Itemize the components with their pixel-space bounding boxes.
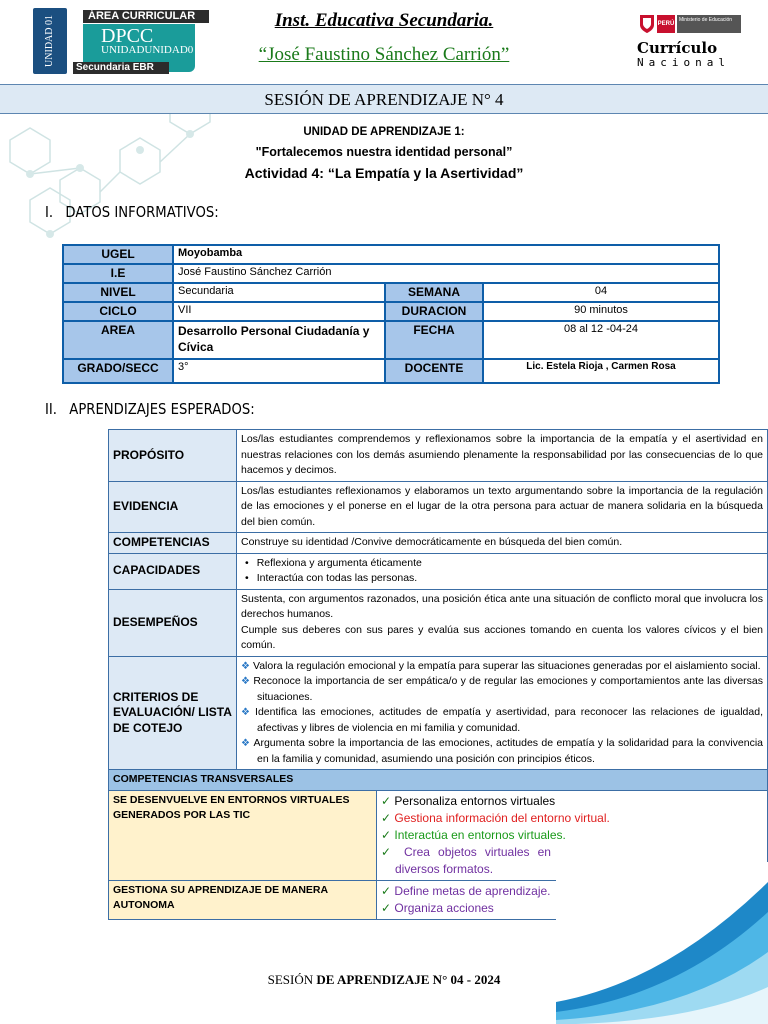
list-item: ✓ Define metas de aprendizaje. xyxy=(381,883,551,898)
evidencia-label: EVIDENCIA xyxy=(109,481,237,533)
section-title: DATOS INFORMATIVOS: xyxy=(65,203,219,221)
desempenos-label: DESEMPEÑOS xyxy=(109,589,237,656)
check-icon: ✓ xyxy=(381,883,392,898)
area-value: Desarrollo Personal Ciudadanía y Cívica xyxy=(173,321,385,359)
section-number: II. xyxy=(45,400,57,418)
nivel-value: Secundaria xyxy=(173,283,385,302)
table-row xyxy=(109,589,768,656)
curriculo-nacional-logo xyxy=(637,14,747,74)
duracion-value: 90 minutos xyxy=(483,302,719,321)
nivel-label: NIVEL xyxy=(63,283,173,302)
ie-value: José Faustino Sánchez Carrión xyxy=(173,264,719,283)
table-row xyxy=(109,533,768,554)
table-row xyxy=(109,770,768,791)
ugel-value: Moyobamba xyxy=(173,245,719,264)
list-item: ❖ Identifica las emociones, actitudes de empatía y asertividad, para reconocer las relaciones de igualdad, afectivas y libres de violencia en mi familia y comunidad. xyxy=(241,706,763,734)
page-footer: SESIÓN DE APRENDIZAJE N° 04 - 2024 xyxy=(267,972,501,987)
list-item: ✓ Crea objetos virtuales en diversos formatos. xyxy=(381,844,551,876)
autonoma-competence-label: GESTIONA SU APRENDIZAJE DE MANERA AUTONOMA xyxy=(109,880,377,919)
unit-number-tab: UNIDAD 01 xyxy=(33,8,67,74)
institution-name: Inst. Educativa Secundaria. xyxy=(274,10,494,31)
table-row xyxy=(109,553,768,589)
check-icon: ✓ xyxy=(381,827,392,842)
ciclo-label: CICLO xyxy=(63,302,173,321)
table-row xyxy=(63,245,719,264)
diamond-bullet-icon: ❖ xyxy=(241,707,253,718)
unidad-subtitle: UNIDADUNIDAD0 xyxy=(101,44,194,56)
list-item: ✓ Gestiona información del entorno virtual. xyxy=(381,810,610,825)
docente-value: Lic. Estela Rioja , Carmen Rosa xyxy=(483,359,719,383)
ministerio-label: Ministerio de Educación xyxy=(677,15,741,33)
table-row xyxy=(63,359,719,383)
section-title: APRENDIZAJES ESPERADOS: xyxy=(69,400,255,418)
table-row xyxy=(63,264,719,283)
ugel-label: UGEL xyxy=(63,245,173,264)
list-item: ✓ Organiza acciones xyxy=(381,900,494,915)
activity-title: Actividad 4: “La Empatía y la Asertividad” xyxy=(244,165,524,181)
criterios-label: CRITERIOS DE EVALUACIÓN/ LISTA DE COTEJO xyxy=(109,656,237,770)
semana-value: 04 xyxy=(483,283,719,302)
competencias-text: Construye su identidad /Convive democráticamente en búsqueda del bien común. xyxy=(237,533,768,554)
peru-shield-icon xyxy=(639,14,655,34)
section-2-heading xyxy=(45,400,255,418)
school-name: “José Faustino Sánchez Carrión” xyxy=(258,44,510,65)
grado-label: GRADO/SECC xyxy=(63,359,173,383)
bullet-icon: • xyxy=(245,556,249,569)
section-1-heading xyxy=(45,203,219,221)
proposito-text: Los/las estudiantes comprendemos y reflexionamos sobre la importancia de la empatía y el asertividad en nuestras relaciones con los demás asumiendo plenamente la responsabilidad por las consecuencias de lo que hacemos y decimos. xyxy=(237,430,768,482)
area-label: ÁREA CURRICULAR xyxy=(83,10,209,23)
desempenos-text: Sustenta, con argumentos razonados, una posición ética ante una situación de conflicto moral que involucra los derechos humanos. Cumple sus deberes con sus pares y evalúa sus acciones tomando en cuenta los valores cívicos y el bien común. xyxy=(237,589,768,656)
table-row xyxy=(63,283,719,302)
capacidades-label: CAPACIDADES xyxy=(109,553,237,589)
list-item: ✓ Interactúa en entornos virtuales. xyxy=(381,827,566,842)
check-icon: ✓ xyxy=(381,900,392,915)
list-item: ❖ Reconoce la importancia de ser empática/o y de regular las emociones y comportamientos ante las diversas situaciones. xyxy=(241,675,764,703)
diamond-bullet-icon: ❖ xyxy=(241,738,251,749)
semana-label: SEMANA xyxy=(385,283,483,302)
diamond-bullet-icon: ❖ xyxy=(241,676,251,687)
dpcc-title: DPCC xyxy=(101,25,154,47)
ciclo-value: VII xyxy=(173,302,385,321)
proposito-label: PROPÓSITO xyxy=(109,430,237,482)
tic-competence-label: SE DESENVUELVE EN ENTORNOS VIRTUALES GENERADOS POR LAS TIC xyxy=(109,790,377,880)
capacidades-list xyxy=(237,553,768,589)
table-row xyxy=(109,481,768,533)
check-icon: ✓ xyxy=(381,793,392,808)
criterios-list xyxy=(237,656,768,770)
list-item: • Reflexiona y argumenta éticamente xyxy=(245,556,422,569)
docente-label: DOCENTE xyxy=(385,359,483,383)
evidencia-text: Los/las estudiantes reflexionamos y elaboramos un texto argumentando sobre la importancia de la regulación de las emociones y el ponerse en el lugar de la otra persona para actuar de manera solidaria en la búsqueda del bien común. xyxy=(237,481,768,533)
bullet-icon: • xyxy=(245,572,249,584)
table-row xyxy=(63,302,719,321)
curriculo-text: Currículo xyxy=(637,39,718,57)
area-label: AREA xyxy=(63,321,173,359)
list-item: ❖ Valora la regulación emocional y la empatía para superar las situaciones generadas por el aislamiento social. xyxy=(241,659,761,672)
session-title: SESIÓN DE APRENDIZAJE N° 4 xyxy=(0,84,768,114)
unidad-heading: UNIDAD DE APRENDIZAJE 1: xyxy=(303,126,465,138)
unidad-name: "Fortalecemos nuestra identidad personal” xyxy=(255,145,513,159)
list-item: ✓ Personaliza entornos virtuales xyxy=(381,793,556,808)
ie-label: I.E xyxy=(63,264,173,283)
diamond-bullet-icon: ❖ xyxy=(241,660,250,672)
peru-label: PERÚ xyxy=(657,15,675,33)
section-number: I. xyxy=(45,203,54,221)
duracion-label: DURACION xyxy=(385,302,483,321)
table-row xyxy=(109,656,768,770)
wave-decoration xyxy=(556,862,768,1024)
fecha-label: FECHA xyxy=(385,321,483,359)
competencias-label: COMPETENCIAS xyxy=(109,533,237,554)
table-row xyxy=(109,430,768,482)
grado-value: 3° xyxy=(173,359,385,383)
nacional-text: Nacional xyxy=(637,56,730,69)
table-row xyxy=(63,321,719,359)
list-item: ❖ Argumenta sobre la importancia de las emociones, actitudes de empatía y la solidaridad para la convivencia en la familia y comunidad, asumiendo una posición con principios éticos. xyxy=(241,737,763,765)
competencias-transversales-header: COMPETENCIAS TRANSVERSALES xyxy=(109,770,768,791)
aprendizajes-table xyxy=(108,429,768,920)
check-icon: ✓ xyxy=(381,810,392,825)
list-item: • Interactúa con todas las personas. xyxy=(245,572,418,584)
fecha-value: 08 al 12 -04-24 xyxy=(483,321,719,359)
secundaria-label: Secundaria EBR xyxy=(73,62,169,74)
check-icon: ✓ xyxy=(381,844,396,859)
datos-informativos-table xyxy=(62,244,720,384)
